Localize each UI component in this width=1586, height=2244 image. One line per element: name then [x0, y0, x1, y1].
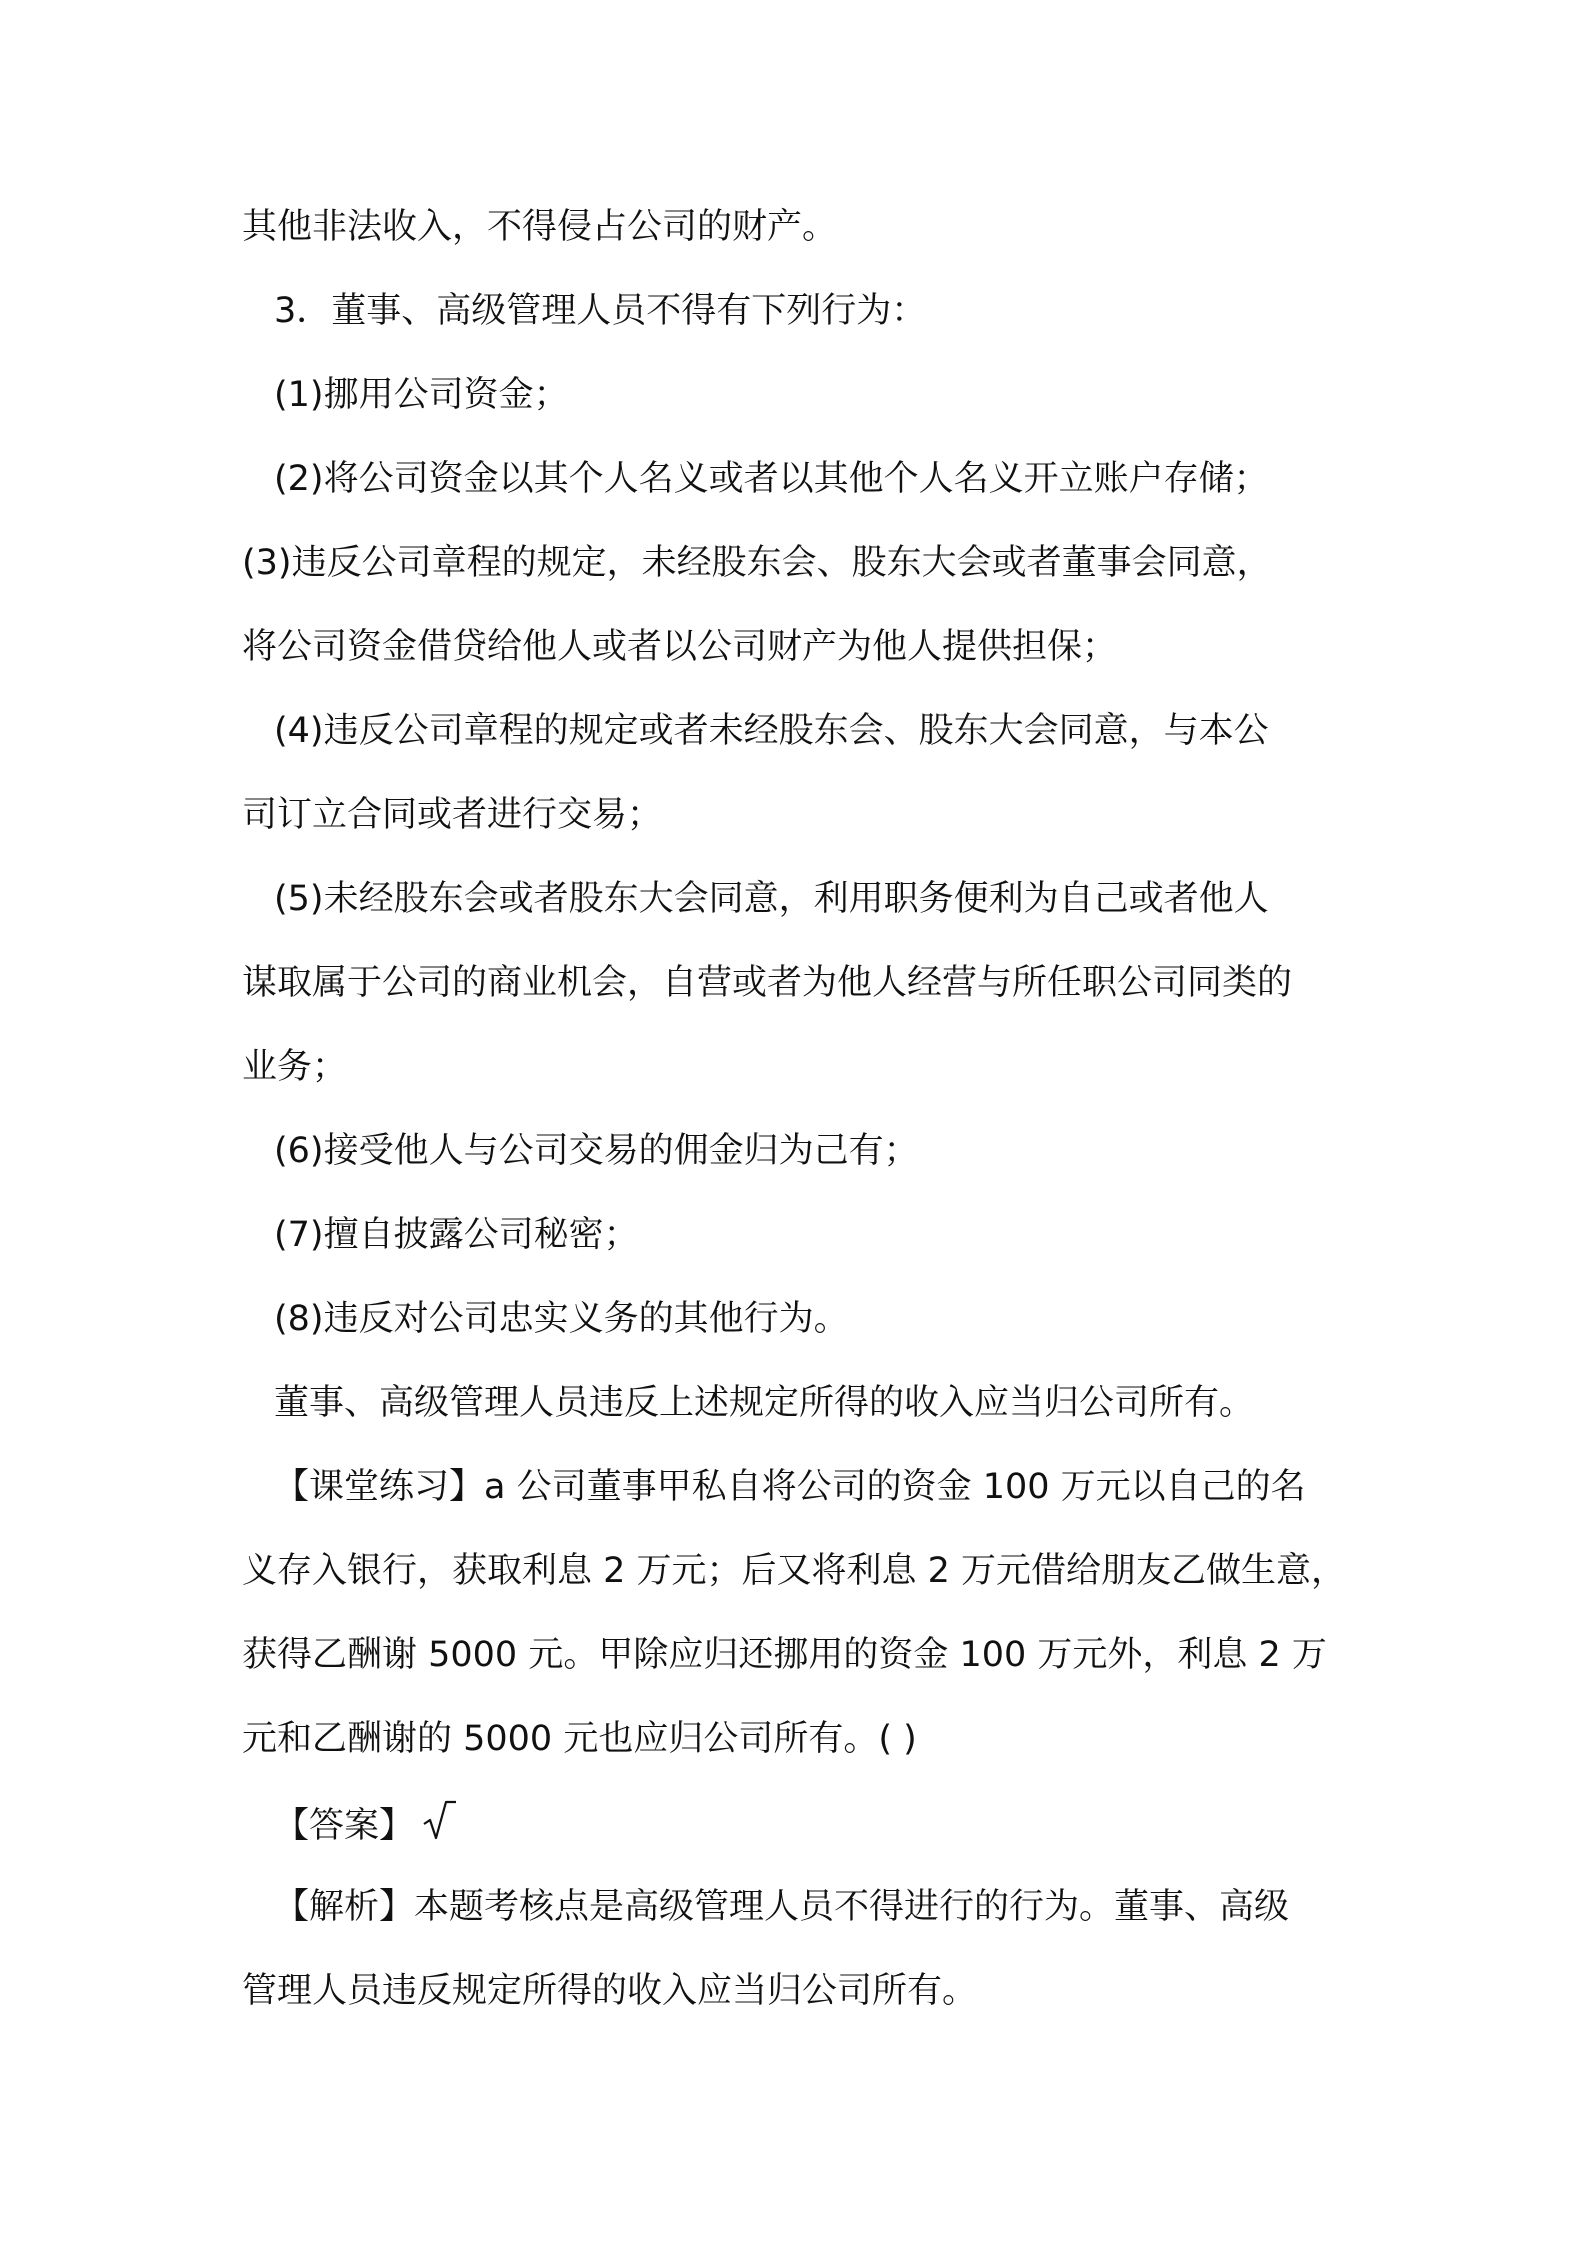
text-line: (6)接受他人与公司交易的佣金归为己有；: [274, 1131, 919, 1171]
text-line: (1)挪用公司资金；: [274, 375, 569, 415]
text-line: 其他非法收入，不得侵占公司的财产。: [242, 207, 838, 247]
text-line: (3)违反公司章程的规定，未经股东会、股东大会或者董事会同意，: [242, 543, 1272, 583]
text-line: 【课堂练习】a 公司董事甲私自将公司的资金 100 万元以自己的名: [274, 1467, 1306, 1507]
text-line: (2)将公司资金以其个人名义或者以其他个人名义开立账户存储；: [274, 459, 1269, 499]
checkmark-sqrt-icon: [422, 1798, 458, 1856]
text-line: 【解析】本题考核点是高级管理人员不得进行的行为。董事、高级: [274, 1887, 1290, 1927]
text-line: 司订立合同或者进行交易；: [242, 795, 663, 835]
text-line: (8)违反对公司忠实义务的其他行为。: [274, 1299, 849, 1339]
text-line: 业务；: [242, 1047, 348, 1087]
answer-label: 【答案】: [274, 1806, 415, 1846]
text-line: 谋取属于公司的商业机会，自营或者为他人经营与所任职公司同类的: [242, 963, 1293, 1003]
text-line: 义存入银行，获取利息 2 万元；后又将利息 2 万元借给朋友乙做生意，: [242, 1551, 1347, 1591]
text-line: 3．董事、高级管理人员不得有下列行为：: [274, 291, 927, 331]
text-line: (4)违反公司章程的规定或者未经股东会、股东大会同意，与本公: [274, 711, 1269, 751]
text-line: (5)未经股东会或者股东大会同意，利用职务便利为自己或者他人: [274, 879, 1269, 919]
text-line: 获得乙酬谢 5000 元。甲除应归还挪用的资金 100 万元外，利息 2 万: [242, 1635, 1327, 1675]
text-line: 管理人员违反规定所得的收入应当归公司所有。: [242, 1971, 978, 2011]
text-line: (7)擅自披露公司秘密；: [274, 1215, 639, 1255]
answer-line: [274, 1798, 458, 1848]
text-line: 将公司资金借贷给他人或者以公司财产为他人提供担保；: [242, 627, 1118, 667]
text-line: 元和乙酬谢的 5000 元也应归公司所有。( ): [242, 1719, 917, 1759]
text-line: 董事、高级管理人员违反上述规定所得的收入应当归公司所有。: [274, 1383, 1255, 1423]
